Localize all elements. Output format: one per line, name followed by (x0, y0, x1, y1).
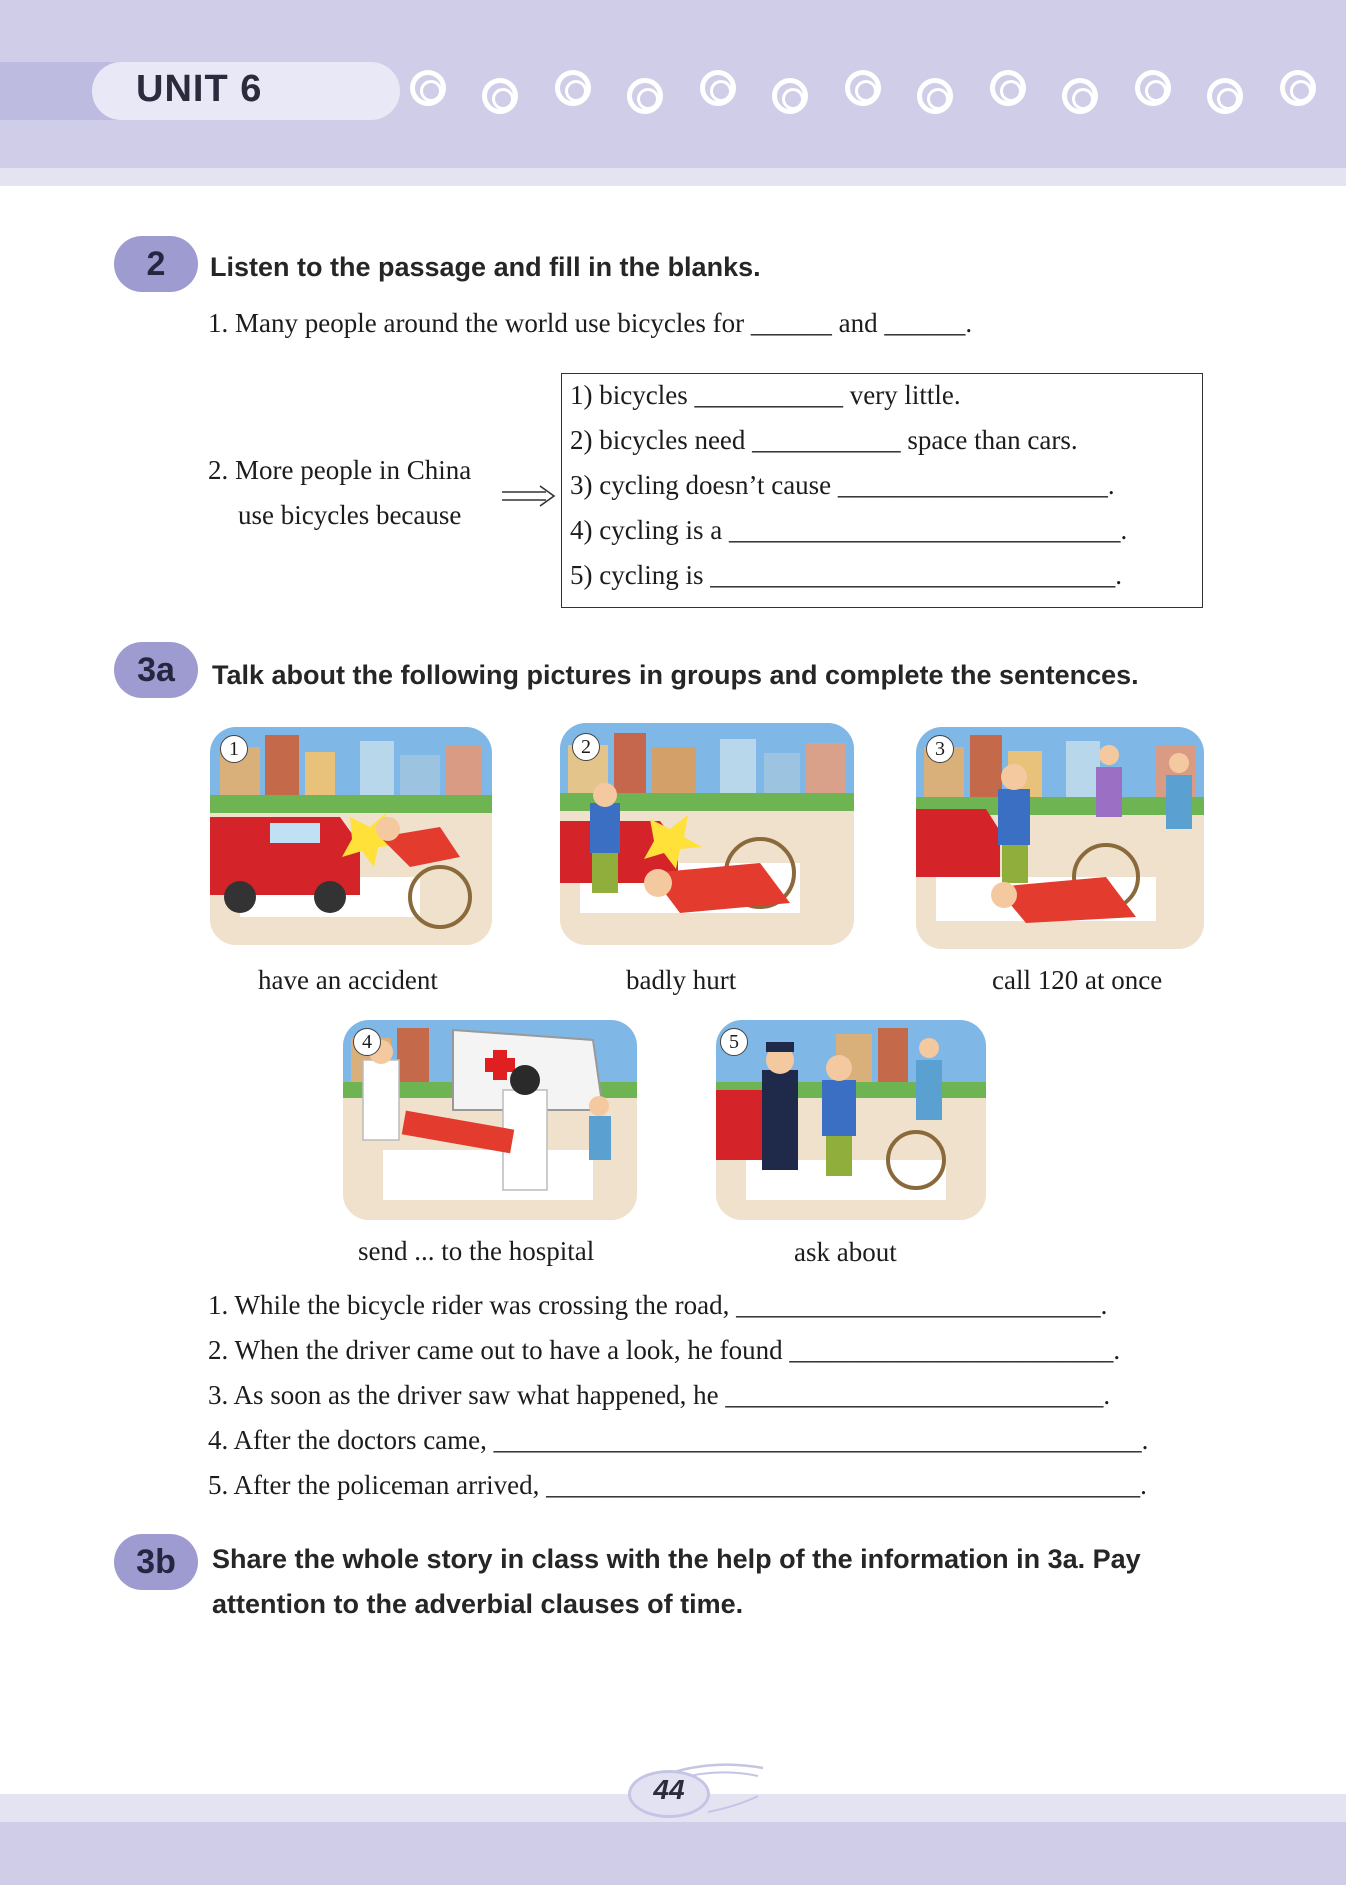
footer-band (0, 1822, 1346, 1885)
section-badge-2: 2 (114, 236, 198, 292)
sentence-4: 4. After the doctors came, ________________________________________________. (208, 1425, 1149, 1455)
picture-5 (716, 1020, 986, 1220)
section-2-heading: Listen to the passage and fill in the blanks. (210, 252, 761, 282)
ring-icon (990, 70, 1026, 106)
ring-icon (1280, 70, 1316, 106)
picture-caption: send ... to the hospital (358, 1236, 595, 1266)
sentence-2: 2. When the driver came out to have a look, he found ________________________. (208, 1335, 1121, 1365)
ring-icon (1062, 78, 1098, 114)
picture-number: 2 (572, 733, 600, 761)
reason-item: 3) cycling doesn’t cause ____________________. (570, 470, 1115, 500)
question-2-line2: use bicycles because (238, 500, 462, 530)
question-2-line1: 2. More people in China (208, 455, 472, 485)
ring-icon (555, 70, 591, 106)
picture-3 (916, 727, 1204, 949)
reason-item: 5) cycling is ______________________________. (570, 560, 1122, 590)
sentence-3: 3. As soon as the driver saw what happened, he ____________________________. (208, 1380, 1111, 1410)
reason-item: 1) bicycles ___________ very little. (570, 380, 961, 410)
picture-number: 3 (926, 735, 954, 763)
section-3b-heading-line1: Share the whole story in class with the help of the information in 3a. Pay (212, 1544, 1141, 1574)
header-strip (0, 168, 1346, 186)
ring-icon (1135, 70, 1171, 106)
section-badge-3b: 3b (114, 1534, 198, 1590)
ring-icon (700, 70, 736, 106)
picture-caption: call 120 at once (992, 965, 1163, 995)
reason-item: 2) bicycles need ___________ space than cars. (570, 425, 1078, 455)
question-1: 1. Many people around the world use bicycles for ______ and ______. (208, 308, 973, 338)
reason-item: 4) cycling is a _____________________________. (570, 515, 1128, 545)
section-3a-heading: Talk about the following pictures in groups and complete the sentences. (212, 660, 1139, 690)
ring-icon (627, 78, 663, 114)
reasons-box (561, 373, 1203, 608)
ring-icon (845, 70, 881, 106)
picture-caption: badly hurt (626, 965, 737, 995)
ring-icon (1207, 78, 1243, 114)
picture-caption: ask about (794, 1237, 897, 1267)
picture-number: 1 (220, 735, 248, 763)
picture-1 (210, 727, 492, 945)
ring-icon (482, 78, 518, 114)
section-badge-3a: 3a (114, 642, 198, 698)
picture-number: 5 (720, 1028, 748, 1056)
double-arrow-icon (500, 484, 558, 508)
ring-icon (410, 70, 446, 106)
section-3b-heading-line2: attention to the adverbial clauses of time. (212, 1589, 744, 1619)
picture-4 (343, 1020, 637, 1220)
sentence-1: 1. While the bicycle rider was crossing the road, ___________________________. (208, 1290, 1108, 1320)
picture-caption: have an accident (258, 965, 438, 995)
page-number: 44 (653, 1774, 685, 1805)
ring-icon (917, 78, 953, 114)
picture-2 (560, 723, 854, 945)
picture-number: 4 (353, 1028, 381, 1056)
unit-title: UNIT 6 (136, 68, 263, 110)
sentence-5: 5. After the policeman arrived, ____________________________________________. (208, 1470, 1147, 1500)
ring-icon (772, 78, 808, 114)
